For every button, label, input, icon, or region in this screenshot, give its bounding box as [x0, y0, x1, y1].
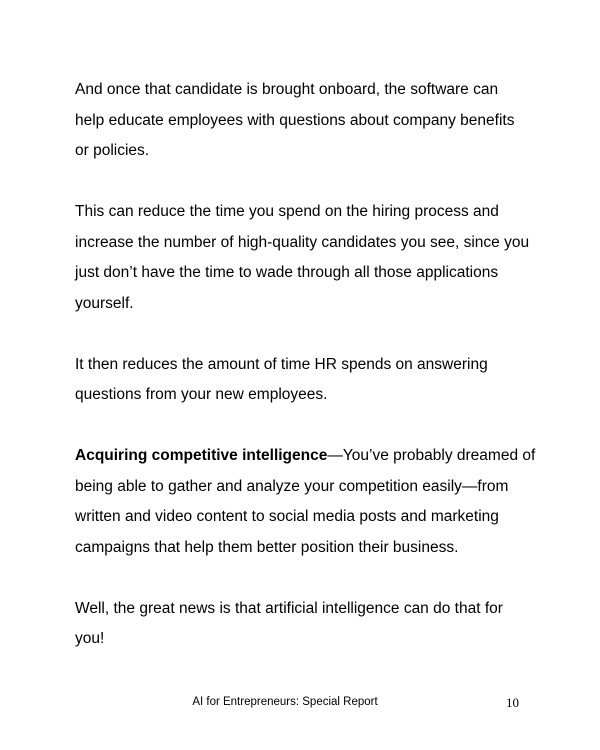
- text-line: And once that candidate is brought onboard, the software can: [75, 81, 499, 98]
- text-line: you!: [75, 630, 105, 647]
- text-line: help educate employees with questions about company benefits: [75, 111, 515, 129]
- paragraph-onboarding: [75, 75, 535, 167]
- text-line: being able to gather and analyze your competition easily—from: [75, 477, 509, 495]
- paragraph-spacer: [75, 167, 535, 198]
- text-line: just don’t have the time to wade through all those applications: [75, 264, 499, 281]
- paragraph-hiring-time: [75, 197, 535, 319]
- paragraph-spacer: [75, 411, 535, 442]
- paragraph-great-news: [75, 594, 535, 655]
- page-number: 10: [506, 695, 519, 710]
- paragraph-competitive-intelligence: [75, 441, 535, 563]
- text-line: or policies.: [75, 142, 150, 159]
- text-line: It then reduces the amount of time HR spends on answering: [75, 355, 488, 373]
- text-line: written and video content to social media posts and marketing: [75, 508, 499, 525]
- paragraph-spacer: [75, 563, 535, 594]
- paragraph-spacer: [75, 319, 535, 350]
- body-text: [75, 75, 535, 655]
- text-line: campaigns that help them better position their business.: [75, 538, 459, 556]
- footer-report-title: AI for Entrepreneurs: Special Report: [192, 696, 378, 708]
- paragraph-hr-time: [75, 350, 535, 411]
- lead-continuation: —You’ve probably dreamed of: [327, 447, 536, 464]
- text-line: [75, 441, 535, 472]
- text-line: questions from your new employees.: [75, 386, 328, 403]
- text-line: increase the number of high-quality candidates you see, since you: [75, 233, 530, 251]
- text-line: This can reduce the time you spend on the hiring process and: [75, 203, 499, 220]
- section-lead-heading: Acquiring competitive intelligence: [75, 447, 328, 464]
- text-line: Well, the great news is that artificial intelligence can do that for: [75, 599, 503, 617]
- text-line: yourself.: [75, 294, 134, 312]
